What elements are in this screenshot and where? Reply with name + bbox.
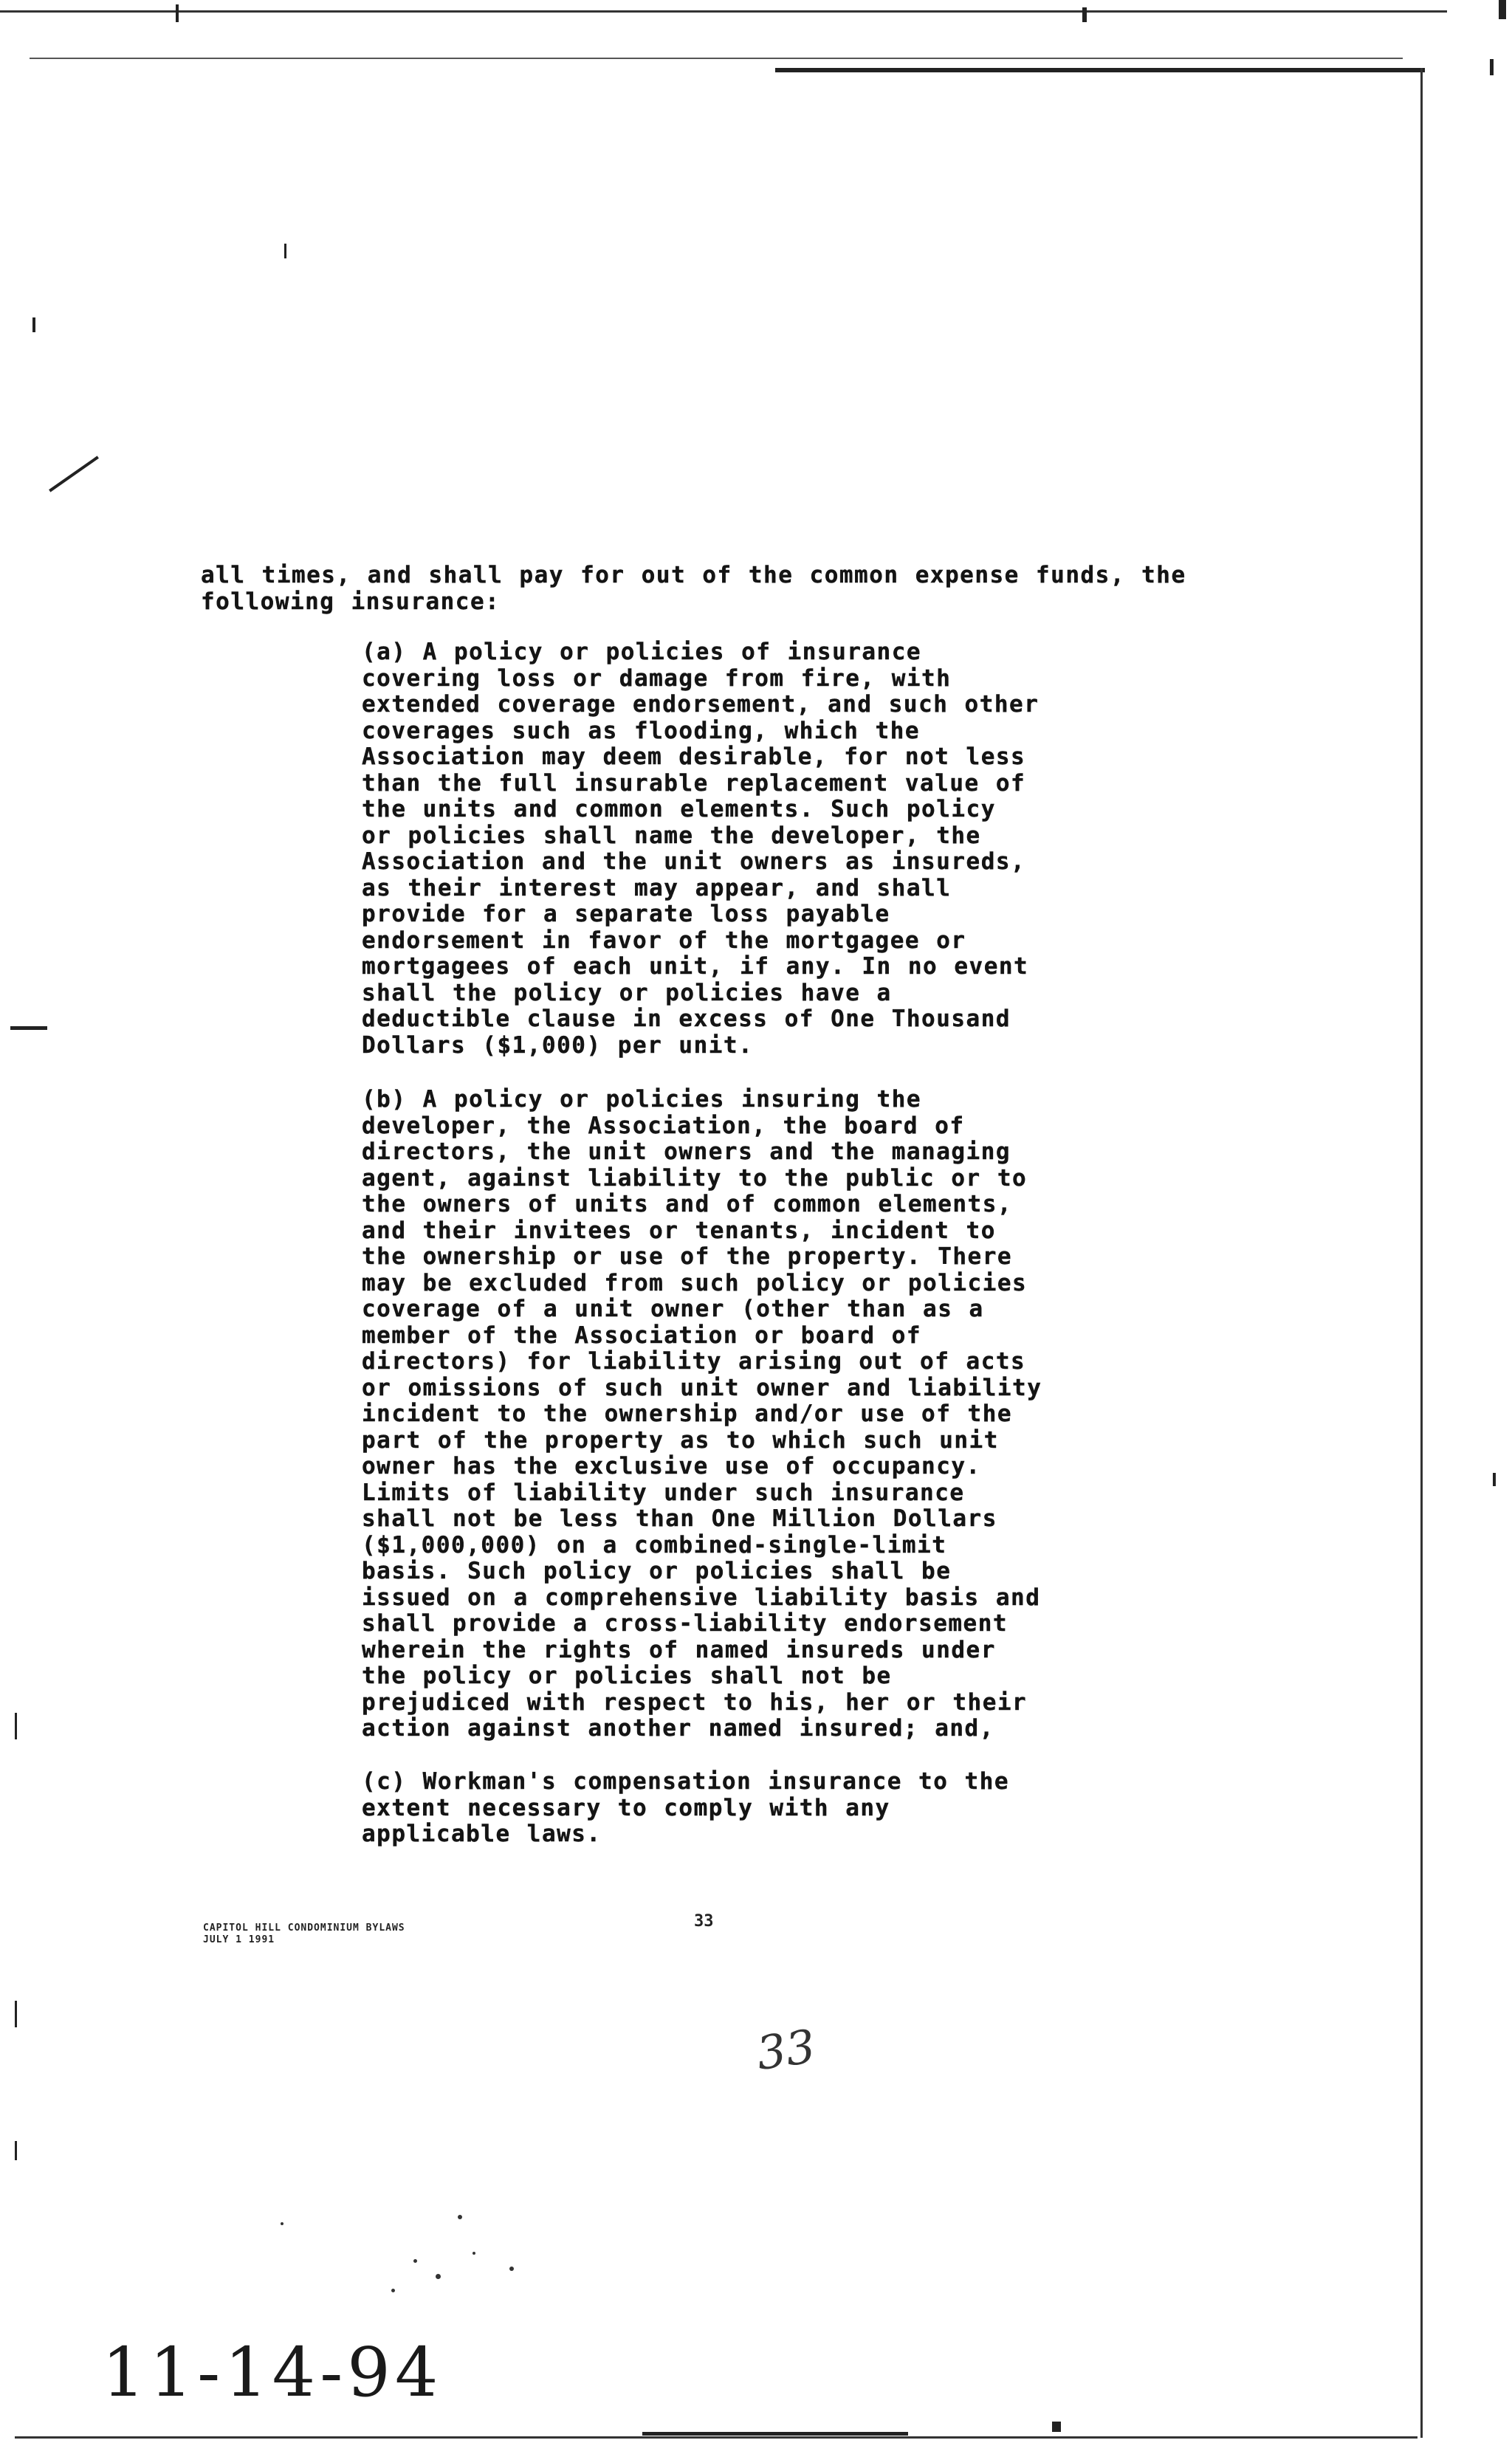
- intro-text: all times, and shall pay for out of the common expense funds, the following insurance:: [201, 562, 1186, 615]
- scan-top-edge: [0, 10, 1447, 13]
- document-footer: [203, 1922, 405, 1946]
- scan-right-tick-lower: [1493, 1473, 1496, 1486]
- scan-speck: [472, 2252, 475, 2255]
- scan-top-edge-dark: [775, 68, 1425, 72]
- handwritten-page-number: 33: [753, 2018, 819, 2081]
- scan-top-edge-secondary: [30, 58, 1403, 59]
- scan-speck: [436, 2274, 441, 2279]
- scan-left-mark: [49, 456, 99, 492]
- page-number: 33: [694, 1912, 714, 1931]
- scan-corner-mark: [1499, 0, 1506, 19]
- scan-bottom-edge: [15, 2436, 1418, 2439]
- footer-title: CAPITOL HILL CONDOMINIUM BYLAWS: [203, 1922, 405, 1934]
- scan-top-tick-right: [1082, 7, 1087, 22]
- scan-speck: [509, 2267, 514, 2271]
- scan-top-tick: [176, 4, 179, 22]
- scan-left-mark: [15, 2141, 17, 2160]
- scan-speck: [458, 2215, 462, 2219]
- scan-bottom-mark: [1052, 2422, 1061, 2432]
- scan-left-mark: [10, 1026, 47, 1030]
- paragraph-c: (c) Workman's compensation insurance to the extent necessary to comply with any applicable laws.: [362, 1768, 1010, 1847]
- handwritten-date: 11-14-94: [102, 2333, 443, 2412]
- footer-date: JULY 1 1991: [203, 1934, 275, 1945]
- scan-left-mark: [32, 317, 35, 332]
- scan-right-tick: [1490, 59, 1494, 75]
- scan-left-mark: [284, 244, 286, 258]
- scan-left-mark: [15, 1713, 17, 1739]
- scan-left-mark: [15, 2001, 17, 2027]
- scan-speck: [391, 2289, 395, 2292]
- scan-speck: [413, 2259, 417, 2263]
- paragraph-b: (b) A policy or policies insuring the developer, the Association, the board of directors, the unit owners and the managing agent, against liability to the public or to the owners of units and of common elements, and their invitees or tenants, incident to the ownership or use of the property. There may be excluded from such policy or policies coverage of a unit owner (other than as a member of the Association or board of directors) for liability arising out of acts or omissions of such unit owner and liability incident to the ownership and/or use of the part of the property as to which such unit owner has the exclusive use of occupancy. Limits of liability under such insurance shall not be less than One Million Dollars ($1,000,000) on a combined-single-limit basis. Such policy or policies shall be issued on a comprehensive liability basis and shall provide a cross-liability endorsement wherein the rights of named insureds under the policy or policies shall not be prejudiced with respect to his, her or their action against another named insured; and,: [362, 1086, 1042, 1742]
- scan-right-edge: [1420, 68, 1423, 2438]
- paragraph-a: (a) A policy or policies of insurance covering loss or damage from fire, with extended coverage endorsement, and such other coverages such as flooding, which the Association may deem desirable, for not less than the full insurable replacement value of the units and common elements. Such policy or policies shall name the developer, the Association and the unit owners as insureds, as their interest may appear, and shall provide for a separate loss payable endorsement in favor of the mortgagee or mortgagees of each unit, if any. In no event shall the policy or policies have a deductible clause in excess of One Thousand Dollars ($1,000) per unit.: [362, 639, 1040, 1059]
- scan-bottom-edge-dark: [642, 2432, 908, 2436]
- scan-speck: [281, 2222, 284, 2225]
